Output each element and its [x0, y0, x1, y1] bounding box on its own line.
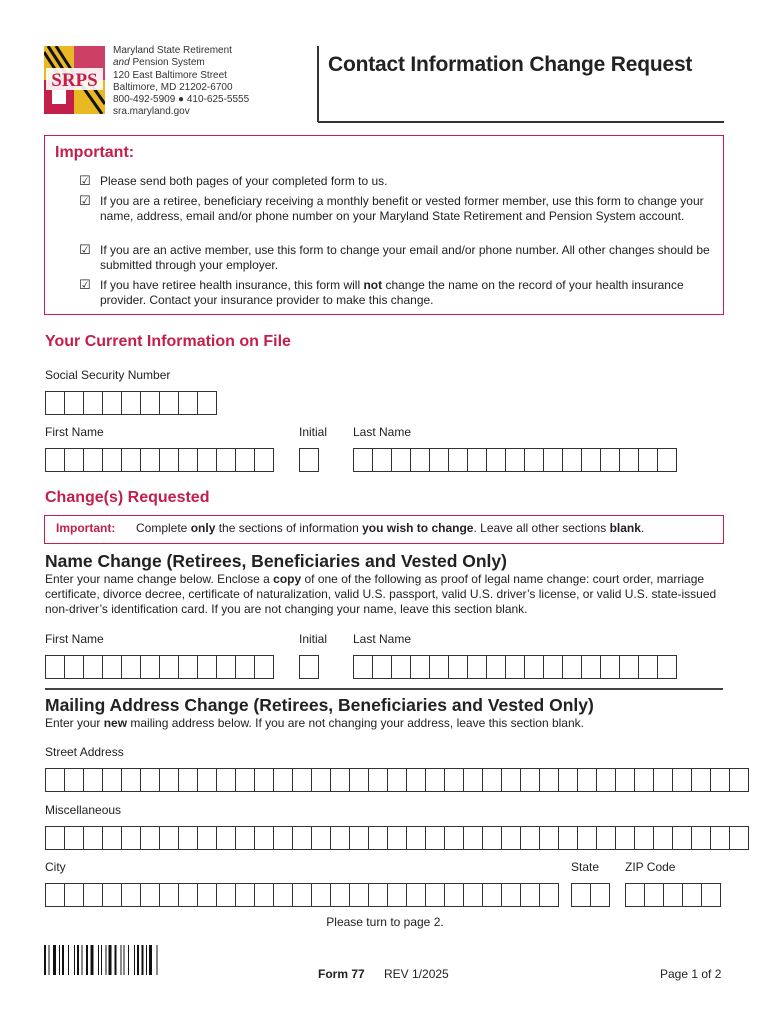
- barcode-bar: [91, 945, 94, 975]
- char-box[interactable]: [45, 655, 64, 679]
- item4-post: change the name on the record of your health insurance provider. Contact your insurance provider to make this change.: [100, 278, 684, 307]
- barcode-bar: [49, 945, 50, 975]
- char-box[interactable]: [235, 655, 254, 679]
- char-box[interactable]: [571, 883, 590, 907]
- char-box[interactable]: [45, 883, 64, 907]
- name-change-desc: [45, 572, 725, 617]
- char-box[interactable]: [619, 448, 638, 472]
- char-box[interactable]: [102, 883, 121, 907]
- char-box[interactable]: [596, 768, 615, 792]
- char-box[interactable]: [254, 655, 274, 679]
- char-box[interactable]: [197, 883, 216, 907]
- char-box[interactable]: [682, 883, 701, 907]
- note-end: .: [640, 521, 645, 535]
- char-box[interactable]: [349, 826, 368, 850]
- zip-label: ZIP Code: [625, 860, 676, 874]
- char-box[interactable]: [406, 768, 425, 792]
- page-number: Page 1 of 2: [660, 967, 722, 981]
- current-info-title: Your Current Information on File: [45, 333, 291, 350]
- char-box[interactable]: [391, 448, 410, 472]
- state-label: State: [571, 860, 600, 874]
- char-box[interactable]: [216, 883, 235, 907]
- char-box[interactable]: [638, 448, 657, 472]
- char-box[interactable]: [644, 883, 663, 907]
- char-box[interactable]: [64, 826, 83, 850]
- char-box[interactable]: [501, 826, 520, 850]
- char-box[interactable]: [330, 768, 349, 792]
- char-box[interactable]: [368, 768, 387, 792]
- barcode-bar: [137, 945, 139, 975]
- char-box[interactable]: [444, 826, 463, 850]
- address-change-desc: [45, 716, 725, 731]
- char-box[interactable]: [539, 826, 558, 850]
- char-box[interactable]: [729, 768, 749, 792]
- org-street: 120 East Baltimore Street: [113, 69, 227, 81]
- char-box[interactable]: [83, 883, 102, 907]
- char-box[interactable]: [83, 768, 102, 792]
- char-box[interactable]: [429, 655, 448, 679]
- barcode-bar: [53, 945, 56, 975]
- char-box[interactable]: [349, 883, 368, 907]
- note-b3: blank: [609, 521, 641, 535]
- char-box[interactable]: [140, 655, 159, 679]
- char-box[interactable]: [178, 448, 197, 472]
- char-box[interactable]: [615, 768, 634, 792]
- char-box[interactable]: [64, 391, 83, 415]
- char-box[interactable]: [501, 883, 520, 907]
- char-box[interactable]: [600, 655, 619, 679]
- revision: REV 1/2025: [384, 967, 449, 981]
- barcode-bar: [149, 945, 152, 975]
- srps-logo: [44, 46, 105, 114]
- char-box[interactable]: [330, 826, 349, 850]
- char-box[interactable]: [311, 826, 330, 850]
- char-box[interactable]: [64, 768, 83, 792]
- char-box[interactable]: [178, 391, 197, 415]
- barcode-bar: [115, 945, 117, 975]
- char-box[interactable]: [45, 391, 64, 415]
- char-box[interactable]: [64, 883, 83, 907]
- char-box[interactable]: [543, 448, 562, 472]
- char-box[interactable]: [299, 655, 319, 679]
- char-box[interactable]: [311, 768, 330, 792]
- important-title: Important:: [55, 144, 135, 161]
- changes-note-label: Important:: [56, 521, 116, 535]
- char-box[interactable]: [672, 826, 691, 850]
- char-box[interactable]: [663, 883, 682, 907]
- char-box[interactable]: [178, 655, 197, 679]
- important-item-2: If you are a retiree, beneficiary receiving a monthly benefit or vested former member, use this form to change your name, address, email and/or phone number on your Maryland State Retirement and Pension System account.: [100, 194, 704, 223]
- char-box[interactable]: [463, 826, 482, 850]
- char-box[interactable]: [520, 883, 539, 907]
- barcode-bar: [44, 945, 46, 975]
- char-box[interactable]: [577, 768, 596, 792]
- barcode-bar: [82, 945, 83, 975]
- checkbox-icon: ☑: [79, 173, 91, 188]
- char-box[interactable]: [83, 391, 102, 415]
- char-box[interactable]: [121, 883, 140, 907]
- char-box[interactable]: [520, 826, 539, 850]
- char-box[interactable]: [657, 448, 677, 472]
- char-box[interactable]: [292, 883, 311, 907]
- name-desc-bold: copy: [273, 572, 302, 586]
- char-box[interactable]: [524, 655, 543, 679]
- char-box[interactable]: [577, 826, 596, 850]
- char-box[interactable]: [83, 655, 102, 679]
- checkbox-icon: ☑: [79, 242, 91, 257]
- char-box[interactable]: [254, 826, 273, 850]
- item4-pre: If you have retiree health insurance, this form will: [100, 278, 364, 292]
- char-box[interactable]: [368, 883, 387, 907]
- char-box[interactable]: [444, 883, 463, 907]
- char-box[interactable]: [159, 826, 178, 850]
- char-box[interactable]: [159, 391, 178, 415]
- form-title: Contact Information Change Request: [328, 53, 693, 76]
- char-box[interactable]: [425, 826, 444, 850]
- addr-desc-pre: Enter your: [45, 716, 104, 730]
- char-box[interactable]: [216, 768, 235, 792]
- char-box[interactable]: [368, 826, 387, 850]
- char-box[interactable]: [539, 883, 559, 907]
- city-input[interactable]: [45, 883, 559, 906]
- state-input[interactable]: [571, 883, 610, 906]
- header-divider: [317, 46, 319, 122]
- ssn-label: Social Security Number: [45, 368, 171, 382]
- important-item-3: If you are an active member, use this form to change your email and/or phone number. All other changes should be submitted through your employer.: [100, 243, 710, 272]
- char-box[interactable]: [596, 826, 615, 850]
- barcode-bar: [77, 945, 79, 975]
- org-website[interactable]: sra.maryland.gov: [113, 106, 190, 118]
- org-name-rest: Pension System: [129, 57, 205, 69]
- char-box[interactable]: [197, 826, 216, 850]
- char-box[interactable]: [216, 655, 235, 679]
- char-box[interactable]: [102, 655, 121, 679]
- changes-note-text: [136, 521, 644, 535]
- char-box[interactable]: [102, 391, 121, 415]
- note-b2: you wish to change: [362, 521, 474, 535]
- char-box[interactable]: [406, 826, 425, 850]
- name-desc-post: of one of the following as proof of legal name change: court order, marriage certificate, divorce decree, certificate of naturalization, valid U.S. passport, valid U.S. driver’s license, or valid U.S. state-issued non-driver’s identification card. If you are not changing your name, leave this section blank.: [45, 572, 717, 616]
- checkbox-icon: ☑: [79, 277, 91, 292]
- current-last-name-input[interactable]: [353, 448, 677, 471]
- char-box[interactable]: [467, 655, 486, 679]
- char-box[interactable]: [482, 768, 501, 792]
- note-mid2: . Leave all other sections: [473, 521, 610, 535]
- char-box[interactable]: [558, 768, 577, 792]
- char-box[interactable]: [634, 768, 653, 792]
- char-box[interactable]: [653, 768, 672, 792]
- char-box[interactable]: [102, 448, 121, 472]
- section-divider: [45, 688, 723, 690]
- char-box[interactable]: [140, 826, 159, 850]
- char-box[interactable]: [45, 448, 64, 472]
- char-box[interactable]: [353, 448, 372, 472]
- char-box[interactable]: [558, 826, 577, 850]
- char-box[interactable]: [482, 826, 501, 850]
- char-box[interactable]: [501, 768, 520, 792]
- char-box[interactable]: [657, 655, 677, 679]
- char-box[interactable]: [653, 826, 672, 850]
- char-box[interactable]: [729, 826, 749, 850]
- char-box[interactable]: [710, 826, 729, 850]
- char-box[interactable]: [353, 655, 372, 679]
- char-box[interactable]: [625, 883, 644, 907]
- char-box[interactable]: [159, 448, 178, 472]
- char-box[interactable]: [425, 883, 444, 907]
- misc-label: Miscellaneous: [45, 803, 122, 817]
- char-box[interactable]: [710, 768, 729, 792]
- org-city: Baltimore, MD 21202-6700: [113, 81, 233, 93]
- char-box[interactable]: [197, 768, 216, 792]
- char-box[interactable]: [701, 883, 721, 907]
- new-first-name-input[interactable]: [45, 655, 274, 678]
- char-box[interactable]: [482, 883, 501, 907]
- char-box[interactable]: [178, 768, 197, 792]
- char-box[interactable]: [197, 391, 217, 415]
- char-box[interactable]: [197, 448, 216, 472]
- org-and: and: [113, 57, 130, 69]
- new-first-name-label: First Name: [45, 632, 104, 646]
- char-box[interactable]: [619, 655, 638, 679]
- char-box[interactable]: [372, 655, 391, 679]
- barcode-bar: [62, 945, 64, 975]
- barcode: [44, 945, 194, 975]
- char-box[interactable]: [140, 883, 159, 907]
- char-box[interactable]: [539, 768, 558, 792]
- char-box[interactable]: [590, 883, 610, 907]
- title-underline: [318, 121, 724, 123]
- addr-desc-bold: new: [103, 716, 128, 730]
- char-box[interactable]: [410, 448, 429, 472]
- char-box[interactable]: [562, 448, 581, 472]
- char-box[interactable]: [121, 826, 140, 850]
- char-box[interactable]: [387, 768, 406, 792]
- note-mid1: the sections of information: [215, 521, 363, 535]
- char-box[interactable]: [292, 826, 311, 850]
- char-box[interactable]: [581, 655, 600, 679]
- changes-title: Change(s) Requested: [45, 489, 210, 506]
- city-label: City: [45, 860, 66, 874]
- addr-desc-post: mailing address below. If you are not changing your address, leave this section blank.: [127, 716, 584, 730]
- name-desc-pre: Enter your name change below. Enclose a: [45, 572, 274, 586]
- char-box[interactable]: [448, 655, 467, 679]
- char-box[interactable]: [672, 768, 691, 792]
- char-box[interactable]: [235, 768, 254, 792]
- char-box[interactable]: [638, 655, 657, 679]
- char-box[interactable]: [463, 768, 482, 792]
- char-box[interactable]: [292, 768, 311, 792]
- char-box[interactable]: [524, 448, 543, 472]
- char-box[interactable]: [311, 883, 330, 907]
- char-box[interactable]: [410, 655, 429, 679]
- new-initial-input[interactable]: [299, 655, 319, 678]
- char-box[interactable]: [121, 448, 140, 472]
- org-phones: 800-492-5909 ● 410-625-5555: [113, 94, 250, 106]
- checkbox-icon: ☑: [79, 193, 91, 208]
- char-box[interactable]: [216, 448, 235, 472]
- important-item-4: [100, 278, 715, 307]
- char-box[interactable]: [140, 391, 159, 415]
- name-change-title: Name Change (Retirees, Beneficiaries and Vested Only): [45, 551, 507, 571]
- item4-bold: not: [363, 278, 383, 292]
- new-initial-label: Initial: [299, 632, 328, 646]
- barcode-bar: [98, 945, 99, 975]
- char-box[interactable]: [600, 448, 619, 472]
- char-box[interactable]: [486, 448, 505, 472]
- char-box[interactable]: [254, 768, 273, 792]
- note-pre: Complete: [136, 521, 191, 535]
- last-name-label: Last Name: [353, 425, 412, 439]
- barcode-bar: [68, 945, 69, 975]
- char-box[interactable]: [425, 768, 444, 792]
- char-box[interactable]: [299, 448, 319, 472]
- char-box[interactable]: [581, 448, 600, 472]
- char-box[interactable]: [691, 826, 710, 850]
- char-box[interactable]: [463, 883, 482, 907]
- char-box[interactable]: [121, 391, 140, 415]
- barcode-bar: [146, 945, 147, 975]
- char-box[interactable]: [216, 826, 235, 850]
- char-box[interactable]: [467, 448, 486, 472]
- current-first-name-input[interactable]: [45, 448, 274, 471]
- char-box[interactable]: [178, 826, 197, 850]
- char-box[interactable]: [372, 448, 391, 472]
- char-box[interactable]: [634, 826, 653, 850]
- char-box[interactable]: [235, 826, 254, 850]
- char-box[interactable]: [102, 826, 121, 850]
- barcode-bar: [74, 945, 75, 975]
- char-box[interactable]: [159, 768, 178, 792]
- barcode-bar: [109, 945, 112, 975]
- char-box[interactable]: [197, 655, 216, 679]
- address-change-title: Mailing Address Change (Retirees, Beneficiaries and Vested Only): [45, 695, 594, 715]
- char-box[interactable]: [140, 448, 159, 472]
- char-box[interactable]: [178, 883, 197, 907]
- barcode-bar: [142, 945, 144, 975]
- char-box[interactable]: [691, 768, 710, 792]
- org-name: Maryland State Retirement: [113, 45, 232, 56]
- char-box[interactable]: [121, 768, 140, 792]
- barcode-bar: [124, 945, 125, 975]
- char-box[interactable]: [102, 768, 121, 792]
- barcode-bar: [59, 945, 60, 975]
- zip-input[interactable]: [625, 883, 721, 906]
- char-box[interactable]: [406, 883, 425, 907]
- char-box[interactable]: [615, 826, 634, 850]
- note-b1: only: [190, 521, 216, 535]
- char-box[interactable]: [505, 448, 524, 472]
- char-box[interactable]: [159, 883, 178, 907]
- char-box[interactable]: [273, 826, 292, 850]
- street-address-label: Street Address: [45, 745, 124, 759]
- turn-page-note: Please turn to page 2.: [326, 915, 444, 929]
- char-box[interactable]: [387, 883, 406, 907]
- char-box[interactable]: [235, 448, 254, 472]
- char-box[interactable]: [45, 826, 64, 850]
- char-box[interactable]: [159, 655, 178, 679]
- new-last-name-input[interactable]: [353, 655, 677, 678]
- barcode-bar: [121, 945, 122, 975]
- barcode-bar: [128, 945, 129, 975]
- new-last-name-label: Last Name: [353, 632, 412, 646]
- char-box[interactable]: [505, 655, 524, 679]
- barcode-bar: [134, 945, 135, 975]
- char-box[interactable]: [254, 883, 273, 907]
- ssn-input[interactable]: [45, 391, 217, 414]
- initial-label: Initial: [299, 425, 328, 439]
- barcode-bar: [101, 945, 102, 975]
- org-name-line2: [113, 57, 249, 69]
- misc-input[interactable]: [45, 826, 749, 849]
- char-box[interactable]: [273, 883, 292, 907]
- important-item-1: Please send both pages of your completed form to us.: [100, 174, 388, 188]
- char-box[interactable]: [140, 768, 159, 792]
- first-name-label: First Name: [45, 425, 104, 439]
- logo-text: SRPS: [51, 70, 98, 91]
- char-box[interactable]: [387, 826, 406, 850]
- char-box[interactable]: [391, 655, 410, 679]
- char-box[interactable]: [121, 655, 140, 679]
- char-box[interactable]: [448, 448, 467, 472]
- street-address-input[interactable]: [45, 768, 749, 791]
- char-box[interactable]: [64, 448, 83, 472]
- current-initial-input[interactable]: [299, 448, 319, 471]
- char-box[interactable]: [83, 826, 102, 850]
- char-box[interactable]: [429, 448, 448, 472]
- char-box[interactable]: [235, 883, 254, 907]
- barcode-bar: [86, 945, 88, 975]
- char-box[interactable]: [520, 768, 539, 792]
- form-number: Form 77: [318, 967, 365, 981]
- barcode-bar: [157, 945, 158, 975]
- char-box[interactable]: [45, 768, 64, 792]
- org-address: [113, 45, 249, 119]
- char-box[interactable]: [349, 768, 368, 792]
- char-box[interactable]: [64, 655, 83, 679]
- char-box[interactable]: [330, 883, 349, 907]
- char-box[interactable]: [543, 655, 562, 679]
- char-box[interactable]: [254, 448, 274, 472]
- barcode-bar: [106, 945, 107, 975]
- char-box[interactable]: [562, 655, 581, 679]
- char-box[interactable]: [273, 768, 292, 792]
- char-box[interactable]: [83, 448, 102, 472]
- char-box[interactable]: [486, 655, 505, 679]
- char-box[interactable]: [444, 768, 463, 792]
